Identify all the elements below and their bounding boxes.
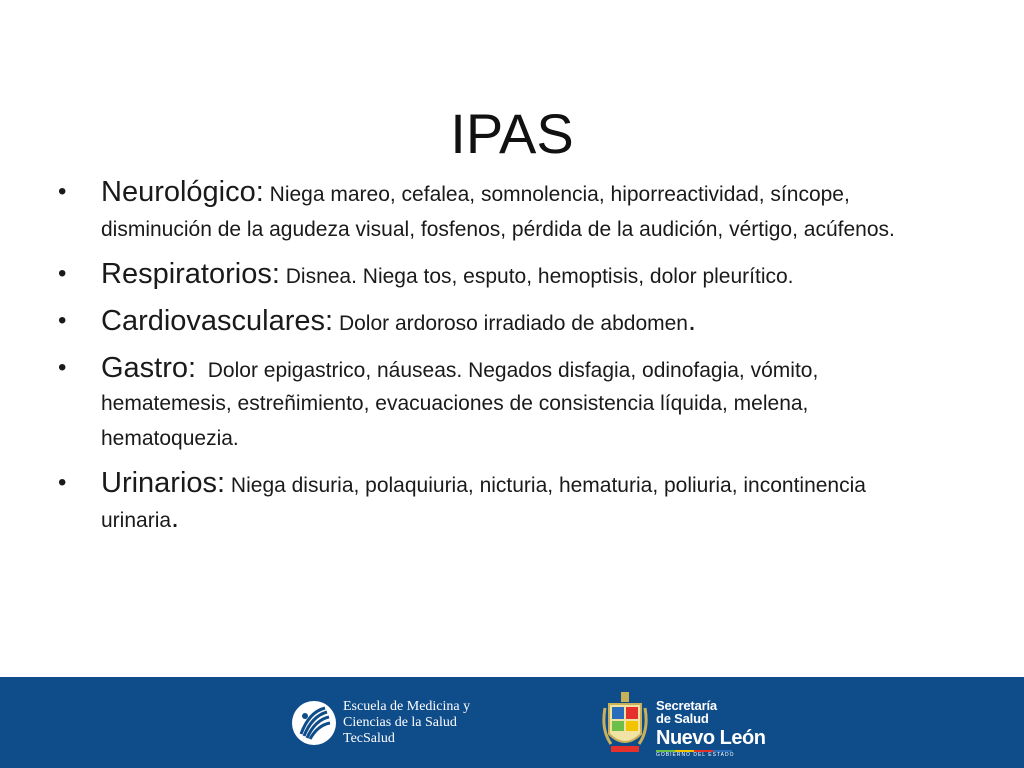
bullet-text: Disnea. Niega tos, esputo, hemoptisis, dolor pleurítico. <box>279 265 794 288</box>
bullet-heading: Cardiovasculares: <box>101 305 334 337</box>
bullet-respiratorios <box>58 258 938 293</box>
bullet-gastro <box>58 352 938 455</box>
bullet-dot-icon: • <box>58 178 67 205</box>
school-line-2: Ciencias de la Salud <box>343 715 457 730</box>
bullet-list <box>58 176 938 549</box>
school-line-1: Escuela de Medicina y <box>343 699 471 714</box>
gov-line-1: Secretaría <box>656 698 717 713</box>
bullet-text: Dolor epigastrico, náuseas. Negados disfagia, odinofagia, vómito, hematemesis, estreñimiento, evacuaciones de consistencia líquida, melena, hematoquezia. <box>101 359 825 450</box>
bullet-text: Niega mareo, cefalea, somnolencia, hiporreactividad, síncope, disminución de la agudeza visual, fosfenos, pérdida de la audición, vértigo, acúfenos. <box>101 183 895 241</box>
bullet-neurologico <box>58 176 938 246</box>
secretaria-salud-label <box>656 699 765 758</box>
bullet-text: Niega disuria, polaquiuria, nicturia, hematuria, poliuria, incontinencia urinaria <box>101 474 866 532</box>
tecsalud-logo-icon <box>291 700 337 746</box>
bullet-heading: Urinarios: <box>101 467 226 499</box>
bullet-text: Dolor ardoroso irradiado de abdomen <box>333 312 688 335</box>
bullet-trail: . <box>171 502 180 534</box>
bullet-dot-icon: • <box>58 307 67 334</box>
bullet-trail: . <box>688 305 697 337</box>
bullet-dot-icon: • <box>58 469 67 496</box>
school-line-3: TecSalud <box>343 731 395 746</box>
gov-line-3: Nuevo León <box>656 727 766 749</box>
bullet-dot-icon: • <box>58 260 67 287</box>
nuevo-leon-crest-icon <box>601 690 649 756</box>
bullet-heading: Neurológico: <box>101 176 264 208</box>
bullet-heading: Gastro: <box>101 352 197 384</box>
gov-line-2: de Salud <box>656 711 709 726</box>
slide-title: IPAS <box>450 101 574 165</box>
bullet-urinarios <box>58 467 938 537</box>
gov-line-4: GOBIERNO DEL ESTADO <box>656 752 735 758</box>
bullet-cardiovasculares <box>58 305 938 340</box>
bullet-dot-icon: • <box>58 354 67 381</box>
school-name <box>343 699 470 747</box>
bullet-heading: Respiratorios: <box>101 258 280 290</box>
footer-bar <box>0 677 1024 768</box>
